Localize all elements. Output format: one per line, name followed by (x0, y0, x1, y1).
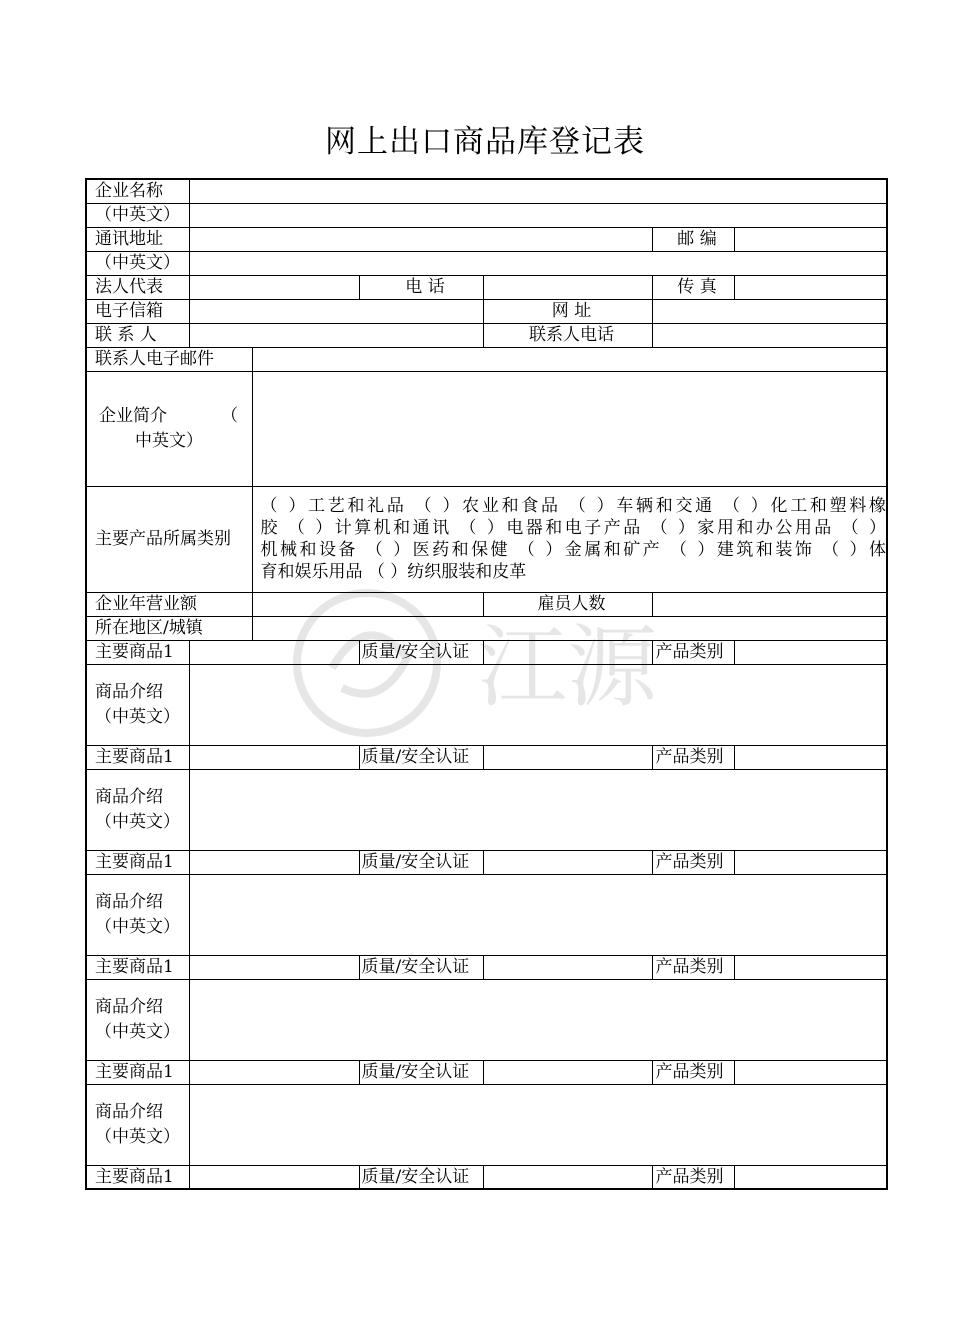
product-category-input[interactable] (734, 850, 887, 874)
region-label: 所在地区/城镇 (86, 616, 252, 640)
product-category-input[interactable] (734, 1060, 887, 1084)
cert-input[interactable] (483, 850, 652, 874)
contact-email-label: 联系人电子邮件 (86, 347, 252, 371)
cert-input[interactable] (483, 745, 652, 769)
product-label: 主要商品1 (86, 850, 189, 874)
product-intro-label-line1: 商品介绍 (95, 681, 163, 702)
product-intro-label-line1: 商品介绍 (95, 786, 163, 807)
product-intro-textarea[interactable] (189, 664, 887, 745)
product-category-input[interactable] (734, 1165, 887, 1189)
product-label: 主要商品1 (86, 1060, 189, 1084)
phone-input[interactable] (483, 275, 652, 299)
cert-input[interactable] (483, 1165, 652, 1189)
company-name-en-input[interactable] (189, 203, 887, 227)
address-en-input[interactable] (189, 251, 887, 275)
watermark-text: 江源 (477, 615, 657, 720)
product-intro-label (86, 769, 189, 850)
annual-revenue-input[interactable] (252, 592, 483, 616)
cert-input[interactable] (483, 1060, 652, 1084)
product-intro-label-line2: （中英文） (95, 706, 180, 727)
company-intro-label-line1: 企业简介 （ (99, 405, 239, 426)
phone-label: 电 话 (359, 275, 483, 299)
product-category-label: 产品类别 (652, 850, 734, 874)
cert-label: 质量/安全认证 (359, 1165, 483, 1189)
product-intro-label-line1: 商品介绍 (95, 996, 163, 1017)
product-label: 主要商品1 (86, 745, 189, 769)
company-intro-label-line2: 中英文） (135, 430, 203, 451)
product-intro-label (86, 874, 189, 955)
company-intro-label (86, 371, 252, 486)
website-input[interactable] (652, 299, 887, 323)
product-category-input[interactable] (734, 955, 887, 979)
categories-line[interactable]: 胶 （ ）计算机和通讯 （ ）电器和电子产品 （ ）家用和办公用品 （ ） (260, 518, 887, 538)
product-input[interactable] (189, 640, 359, 664)
product-category-input[interactable] (734, 745, 887, 769)
product-input[interactable] (189, 955, 359, 979)
postcode-input[interactable] (734, 227, 887, 251)
company-name-cn-en-label: （中英文） (86, 203, 189, 227)
annual-revenue-label: 企业年营业额 (86, 592, 252, 616)
legal-rep-input[interactable] (189, 275, 359, 299)
product-category-label: 产品类别 (652, 640, 734, 664)
company-name-input[interactable] (189, 179, 887, 203)
product-intro-label-line2: （中英文） (95, 1126, 180, 1147)
categories-label: 主要产品所属类别 (86, 486, 252, 592)
product-input[interactable] (189, 745, 359, 769)
contact-email-input[interactable] (252, 347, 887, 371)
email-input[interactable] (189, 299, 483, 323)
product-label: 主要商品1 (86, 640, 189, 664)
product-intro-textarea[interactable] (189, 769, 887, 850)
contact-phone-label: 联系人电话 (483, 323, 652, 347)
address-label: 通讯地址 (86, 227, 189, 251)
categories-line[interactable]: 育和娱乐用品 （ ）纺织服装和皮革 (260, 562, 527, 582)
product-intro-label (86, 979, 189, 1060)
product-input[interactable] (189, 850, 359, 874)
product-intro-label-line2: （中英文） (95, 1021, 180, 1042)
cert-label: 质量/安全认证 (359, 850, 483, 874)
product-intro-textarea[interactable] (189, 979, 887, 1060)
contact-label: 联 系 人 (86, 323, 189, 347)
fax-input[interactable] (734, 275, 887, 299)
categories-line[interactable]: 机械和设备 （ ）医药和保健 （ ）金属和矿产 （ ）建筑和装饰 （ ）体 (260, 540, 887, 560)
region-input[interactable] (252, 616, 887, 640)
cert-label: 质量/安全认证 (359, 955, 483, 979)
product-category-label: 产品类别 (652, 955, 734, 979)
product-intro-textarea[interactable] (189, 874, 887, 955)
categories-line[interactable]: （ ）工艺和礼品 （ ）农业和食品 （ ）车辆和交通 （ ）化工和塑料橡 (260, 496, 887, 516)
fax-label: 传 真 (652, 275, 734, 299)
cert-input[interactable] (483, 640, 652, 664)
product-input[interactable] (189, 1060, 359, 1084)
contact-input[interactable] (189, 323, 483, 347)
product-category-label: 产品类别 (652, 1060, 734, 1084)
product-category-label: 产品类别 (652, 745, 734, 769)
website-label: 网 址 (483, 299, 652, 323)
cert-label: 质量/安全认证 (359, 1060, 483, 1084)
address-input[interactable] (189, 227, 652, 251)
employees-label: 雇员人数 (483, 592, 652, 616)
product-label: 主要商品1 (86, 1165, 189, 1189)
form-title: 网上出口商品库登记表 (325, 124, 645, 160)
postcode-label: 邮 编 (652, 227, 734, 251)
product-intro-label-line1: 商品介绍 (95, 891, 163, 912)
company-intro-textarea[interactable] (252, 371, 887, 486)
cert-label: 质量/安全认证 (359, 745, 483, 769)
company-name-label: 企业名称 (86, 179, 189, 203)
product-intro-label (86, 664, 189, 745)
cert-input[interactable] (483, 955, 652, 979)
contact-phone-input[interactable] (652, 323, 887, 347)
product-intro-label-line2: （中英文） (95, 916, 180, 937)
categories-options[interactable] (252, 486, 887, 592)
product-intro-label (86, 1084, 189, 1165)
product-input[interactable] (189, 1165, 359, 1189)
product-category-input[interactable] (734, 640, 887, 664)
product-intro-label-line2: （中英文） (95, 811, 180, 832)
address-cn-en-label: （中英文） (86, 251, 189, 275)
legal-rep-label: 法人代表 (86, 275, 189, 299)
cert-label: 质量/安全认证 (359, 640, 483, 664)
product-label: 主要商品1 (86, 955, 189, 979)
product-intro-label-line1: 商品介绍 (95, 1101, 163, 1122)
employees-input[interactable] (652, 592, 887, 616)
email-label: 电子信箱 (86, 299, 189, 323)
product-intro-textarea[interactable] (189, 1084, 887, 1165)
product-category-label: 产品类别 (652, 1165, 734, 1189)
registration-table (85, 178, 888, 1190)
